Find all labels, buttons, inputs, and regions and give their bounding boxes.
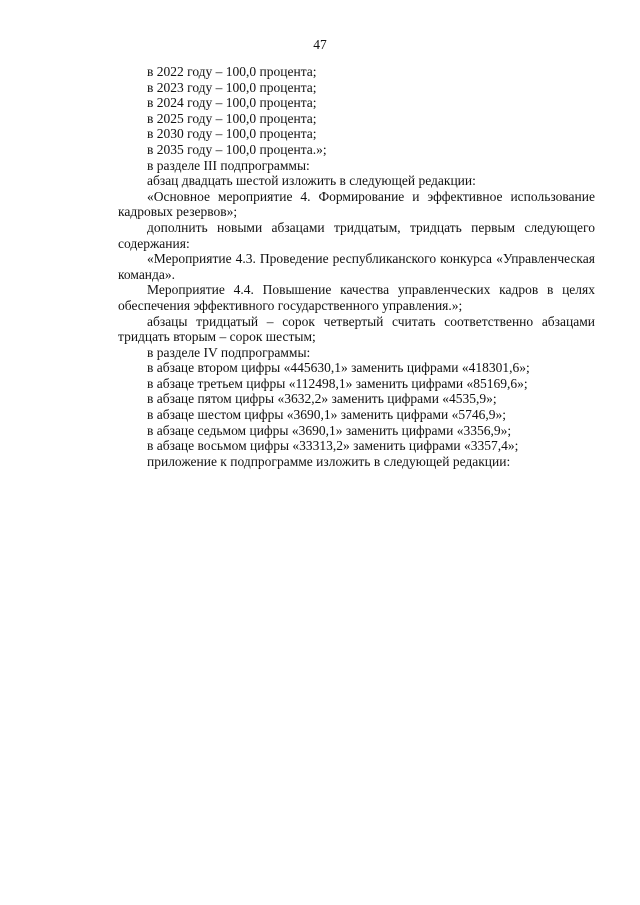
paragraph-abzac-seventh: в абзаце седьмом цифры «3690,1» заменить цифрами «3356,9»; [147, 422, 512, 438]
document-body [118, 64, 595, 469]
paragraph-measure-4-3: «Мероприятие 4.3. Проведение республиканского конкурса «Управленческая команда». [118, 251, 595, 282]
paragraph-year-2022: в 2022 году – 100,0 процента; [147, 64, 317, 79]
paragraph-abzac-eighth: в абзаце восьмом цифры «33313,2» заменить цифрами «3357,4»; [147, 438, 519, 454]
paragraph-year-2023: в 2023 году – 100,0 процента; [147, 79, 317, 95]
paragraph-abzac-fifth: в абзаце пятом цифры «3632,2» заменить цифрами «4535,9»; [147, 391, 497, 407]
paragraph-add-new-abzacs: дополнить новыми абзацами тридцатым, тридцать первым следующего содержания: [118, 219, 595, 251]
paragraph-abzac-sixth: в абзаце шестом цифры «3690,1» заменить цифрами «5746,9»; [147, 407, 506, 423]
paragraph-main-measure-4: «Основное мероприятие 4. Формирование и эффективное использование кадровых резервов»; [118, 188, 595, 220]
paragraph-section-iii: в разделе III подпрограммы: [147, 157, 310, 173]
paragraph-abzac-third: в абзаце третьем цифры «112498,1» заменить цифрами «85169,6»; [147, 375, 528, 391]
paragraph-renumber-abzacs: абзацы тридцатый – сорок четвертый считать соответственно абзацами тридцать вторым – сорок шестым; [118, 313, 595, 345]
paragraph-26th-abzac: абзац двадцать шестой изложить в следующей редакции: [147, 173, 476, 189]
paragraph-abzac-second: в абзаце втором цифры «445630,1» заменить цифрами «418301,6»; [147, 360, 530, 376]
paragraph-measure-4-4: Мероприятие 4.4. Повышение качества управленческих кадров в целях обеспечения эффективного государственного управления.»; [118, 282, 595, 313]
paragraph-year-2024: в 2024 году – 100,0 процента; [147, 95, 317, 111]
paragraph-year-2035: в 2035 году – 100,0 процента.»; [147, 141, 327, 157]
paragraph-appendix: приложение к подпрограмме изложить в следующей редакции: [147, 453, 511, 469]
paragraph-year-2025: в 2025 году – 100,0 процента; [147, 110, 317, 126]
paragraph-section-iv: в разделе IV подпрограммы: [147, 344, 311, 360]
paragraph-year-2030: в 2030 году – 100,0 процента; [147, 126, 317, 142]
page-number: 47 [313, 37, 327, 52]
